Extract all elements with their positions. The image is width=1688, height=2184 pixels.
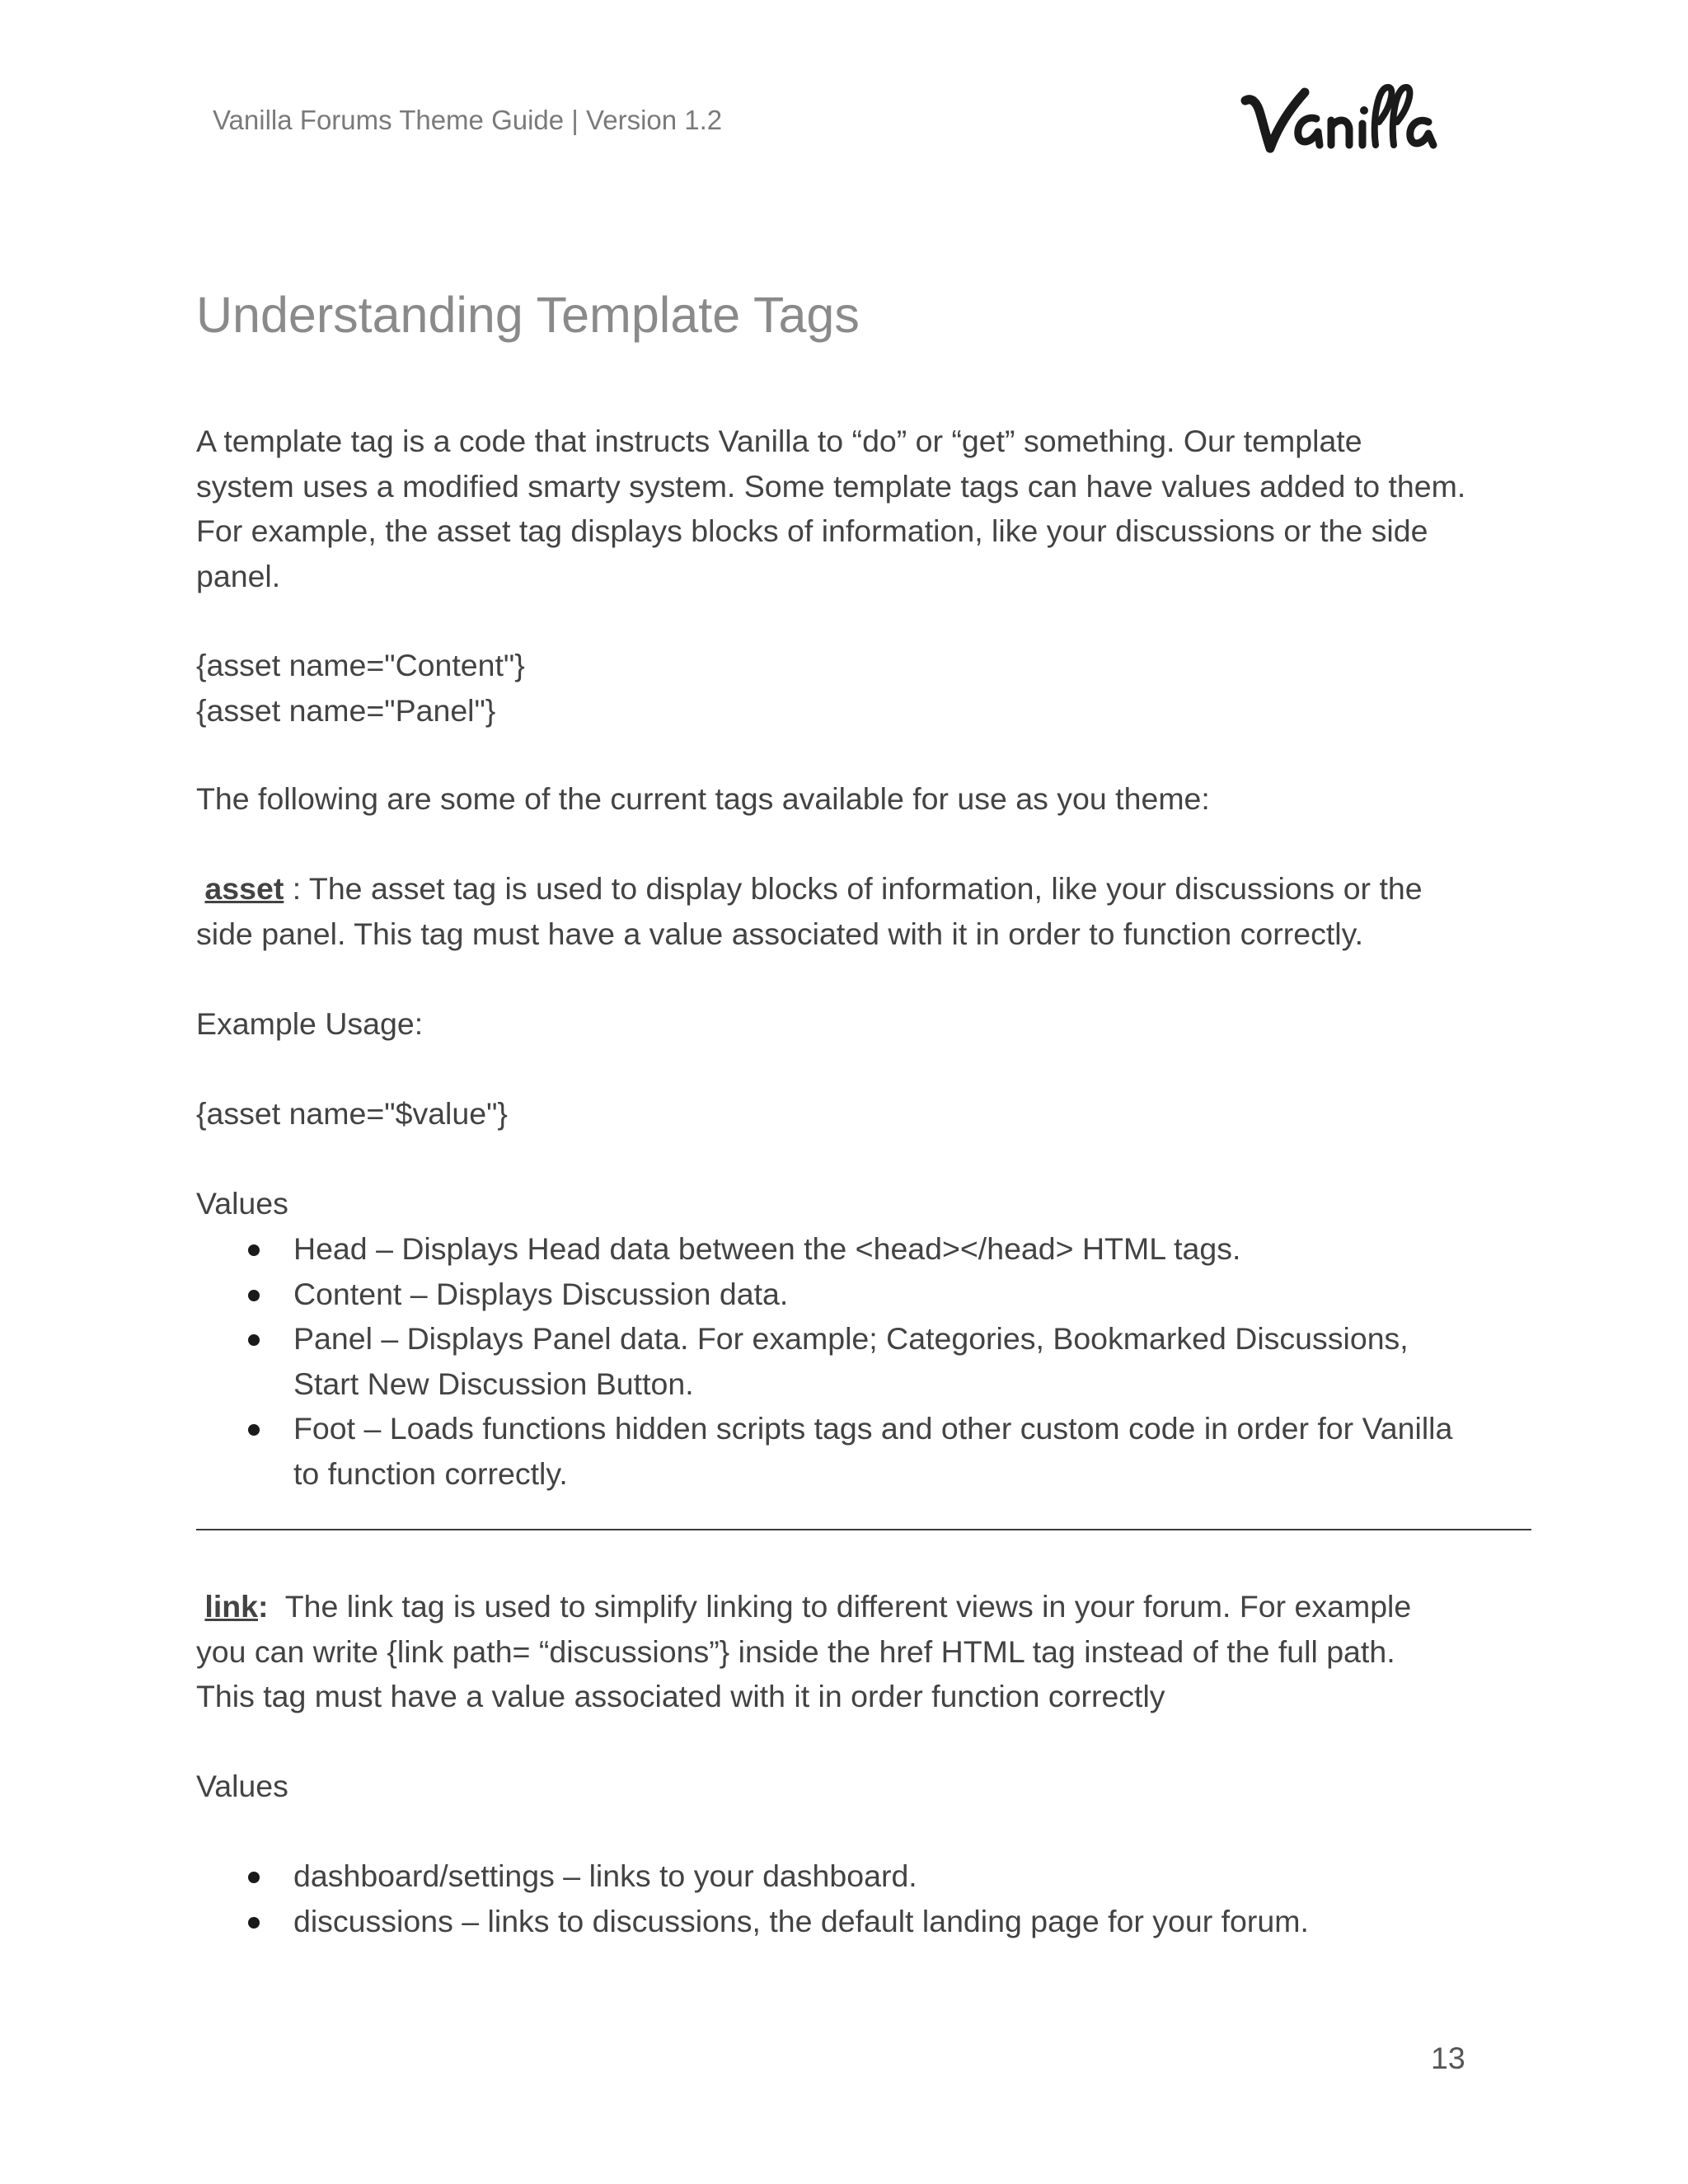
list-item (196, 1854, 1548, 1899)
values-label-text: Values (196, 1769, 288, 1803)
tags-intro-text: The following are some of the current tags available for use as you theme: (196, 781, 1210, 816)
list-item (196, 1272, 1548, 1317)
page-title: Understanding Template Tags (196, 287, 860, 343)
example-tag-panel: {asset name="Panel"} (196, 692, 496, 728)
asset-description-line: side panel. This tag must have a value associated with it in order to function correctly. (196, 916, 1364, 951)
list-item-text: Head – Displays Head data between the <head></head> HTML tags. (293, 1231, 1241, 1266)
page-number: 13 (1431, 2041, 1465, 2075)
list-item (196, 1316, 1548, 1406)
example-tags (196, 643, 1531, 733)
example-usage-code (196, 1091, 1531, 1137)
bullet-icon (248, 1334, 260, 1346)
list-item-text: discussions – links to discussions, the default landing page for your forum. (293, 1903, 1309, 1938)
asset-description-line (196, 866, 1531, 912)
link-values-label (196, 1764, 1531, 1809)
list-item (196, 1899, 1548, 1944)
list-item-text: to function correctly. (293, 1455, 568, 1491)
bullet-icon (248, 1290, 260, 1301)
list-item (196, 1406, 1548, 1496)
link-description (196, 1584, 1531, 1719)
example-usage-text: Example Usage: (196, 1006, 424, 1041)
guide-header: Vanilla Forums Theme Guide | Version 1.2 (213, 105, 723, 135)
intro-line: system uses a modified smarty system. Some template tags can have values added to them. (196, 468, 1466, 504)
bullet-icon (248, 1424, 260, 1436)
intro-line: panel. (196, 558, 281, 593)
intro-paragraph (196, 419, 1531, 598)
link-description-line: This tag must have a value associated with it in order function correctly (196, 1679, 1165, 1713)
tags-intro-sentence (196, 776, 1531, 822)
link-description-text: The link tag is used to simplify linking to different views in your forum. For example (268, 1589, 1412, 1624)
section-divider (196, 1529, 1531, 1530)
list-item-text: Panel – Displays Panel data. For example; Categories, Bookmarked Discussions, (293, 1321, 1409, 1356)
list-item-text: Start New Discussion Button. (293, 1366, 694, 1401)
link-colon: : (258, 1589, 269, 1624)
intro-line: A template tag is a code that instructs Vanilla to “do” or “get” something. Our template (196, 424, 1362, 458)
example-tag-content: {asset name="Content"} (196, 648, 525, 682)
bullet-icon (248, 1872, 260, 1883)
bullet-icon (248, 1917, 260, 1929)
example-usage-label (196, 1001, 1531, 1047)
asset-values-label (196, 1181, 1531, 1226)
vanilla-logo (1240, 73, 1438, 163)
link-description-line (196, 1584, 1531, 1629)
asset-description (196, 866, 1531, 956)
asset-description-text: : The asset tag is used to display blocks of information, like your discussions or the (284, 871, 1423, 906)
list-item (196, 1226, 1548, 1272)
list-item-text: Content – Displays Discussion data. (293, 1276, 789, 1311)
link-values-list (196, 1854, 1548, 1943)
example-code-text: {asset name="$value"} (196, 1096, 508, 1131)
asset-values-list (196, 1226, 1548, 1496)
intro-line: For example, the asset tag displays blocks of information, like your discussions or the side (196, 513, 1428, 548)
list-item-text: dashboard/settings – links to your dashboard. (293, 1858, 917, 1893)
bullet-icon (248, 1244, 260, 1256)
list-item-text: Foot – Loads functions hidden scripts tags and other custom code in order for Vanilla (293, 1411, 1453, 1446)
values-label-text: Values (196, 1186, 288, 1221)
link-description-line: you can write {link path= “discussions”} inside the href HTML tag instead of the full path. (196, 1633, 1395, 1669)
asset-tag-link[interactable]: asset (204, 871, 284, 906)
link-tag-link[interactable]: link (204, 1589, 259, 1624)
